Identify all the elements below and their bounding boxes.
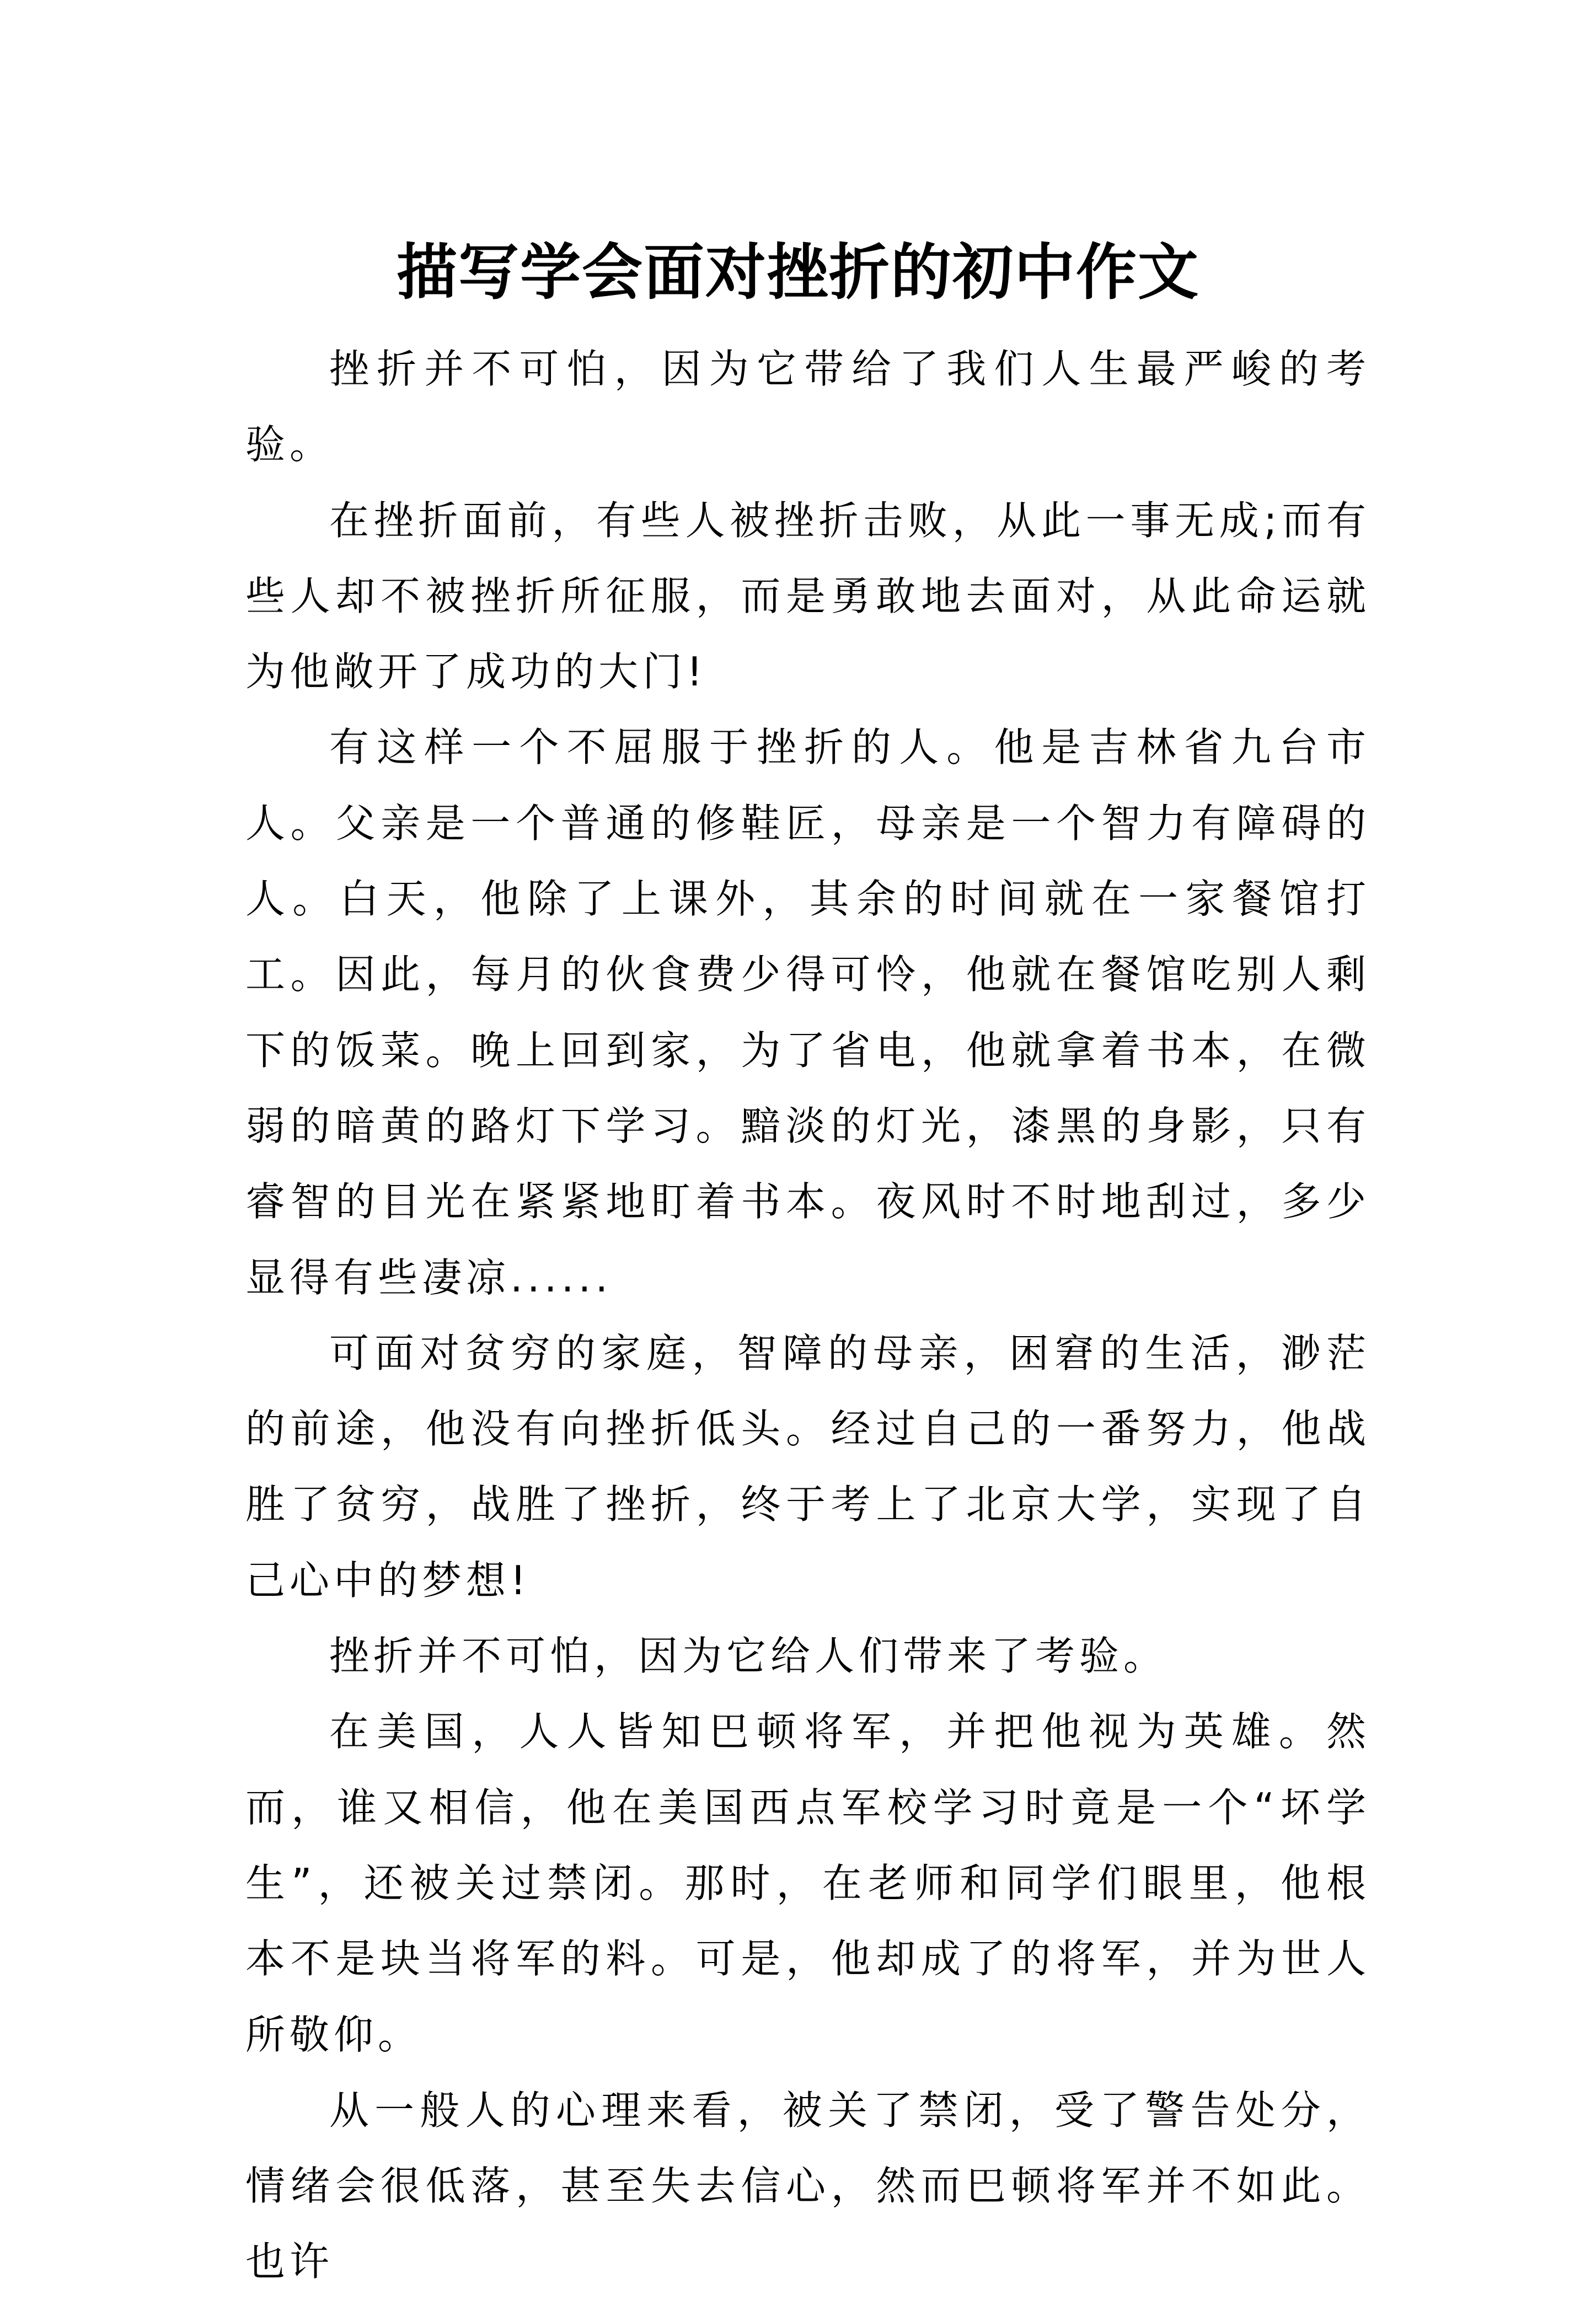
paragraph: 从一般人的心理来看，被关了禁闭，受了警告处分，情绪会很低落，甚至失去信心，然而巴顿将军并不如此。也许 (245, 2087, 1370, 2285)
paragraph: 挫折并不可怕，因为它给人们带来了考验。 (329, 1633, 1168, 1680)
paragraph: 可面对贫穷的家庭，智障的母亲，困窘的生活，渺茫的前途，他没有向挫折低头。经过自己的一番努力，他战胜了贫穷，战胜了挫折，终于考上了北京大学，实现了自己心中的梦想! (245, 1329, 1370, 1604)
paragraph: 有这样一个不屈服于挫折的人。他是吉林省九台市人。父亲是一个普通的修鞋匠，母亲是一个智力有障碍的人。白天，他除了上课外，其余的时间就在一家餐馆打工。因此，每月的伙食费少得可怜，他就在餐馆吃别人剩下的饭菜。晚上回到家，为了省电，他就拿着书本，在微弱的暗黄的路灯下学习。黯淡的灯光，漆黑的身影，只有睿智的目光在紧紧地盯着书本。夜风时不时地刮过，多少显得有些凄凉...... (245, 724, 1370, 1301)
paragraph: 挫折并不可怕，因为它带给了我们人生最严峻的考验。 (245, 346, 1370, 468)
page-title: 描写学会面对挫折的初中作文 (397, 236, 1199, 308)
paragraph: 在挫折面前，有些人被挫折击败，从此一事无成;而有些人却不被挫折所征服，而是勇敢地去面对，从此命运就为他敞开了成功的大门! (245, 497, 1370, 695)
paragraph: 在美国，人人皆知巴顿将军，并把他视为英雄。然而，谁又相信，他在美国西点军校学习时竟是一个“坏学生”，还被关过禁闭。那时，在老师和同学们眼里，他根本不是块当将军的料。可是，他却成了的将军，并为世人所敬仰。 (245, 1708, 1370, 2058)
essay-body (245, 331, 1370, 2300)
